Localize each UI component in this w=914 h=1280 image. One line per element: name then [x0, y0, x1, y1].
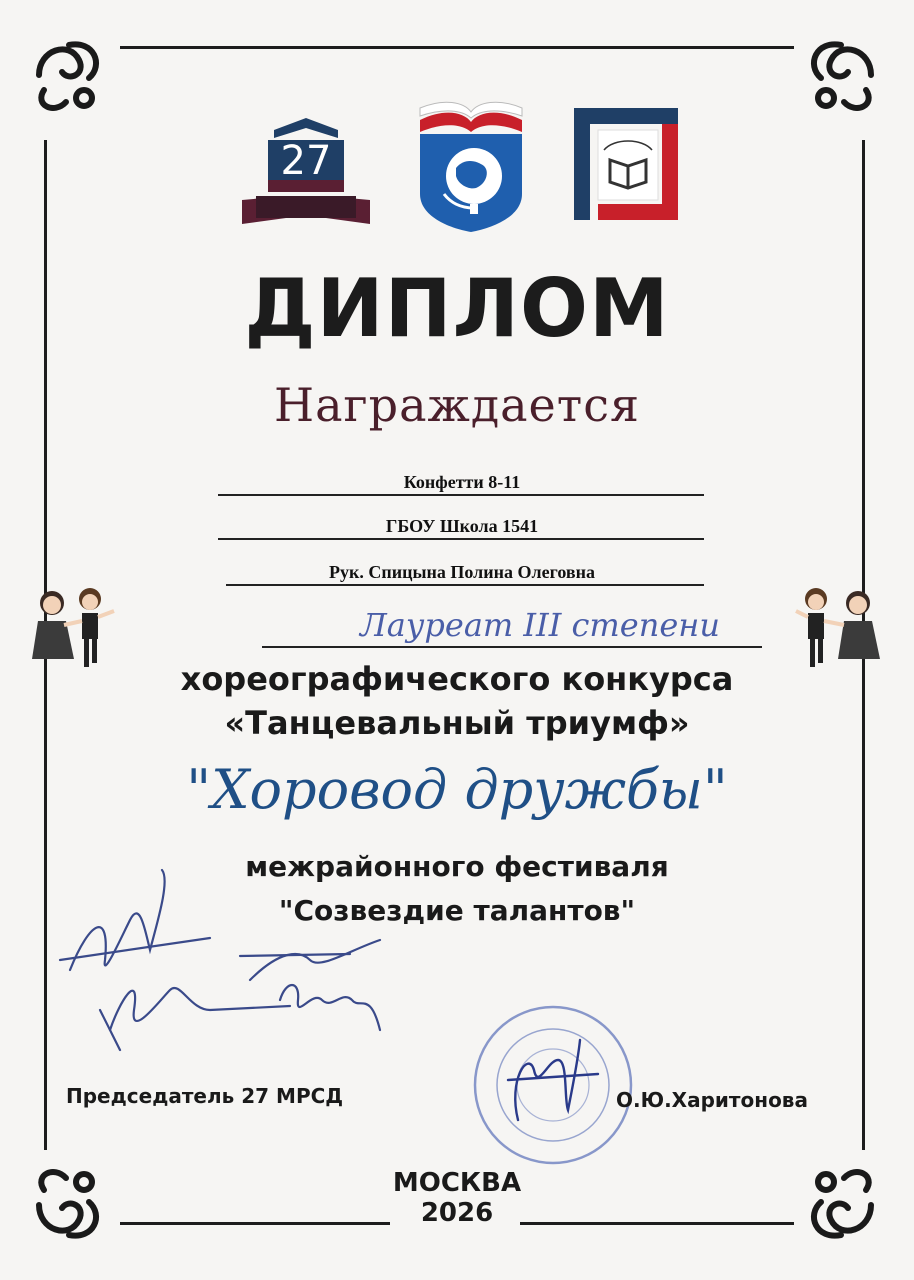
school-book-emblem-icon	[570, 104, 682, 224]
result-underline	[262, 646, 762, 648]
handwritten-result: Лауреат III степени	[360, 606, 720, 644]
handwritten-signatures-image	[50, 860, 410, 1060]
team-name: Конфетти 8-11	[403, 472, 521, 492]
chair-label: Председатель 27 МРСД	[66, 1084, 344, 1108]
theme-title: "Хоровод дружбы"	[186, 758, 728, 821]
festival-line-2: "Созвездие талантов"	[278, 894, 636, 927]
official-stamp-image	[468, 1000, 638, 1170]
leader-name: Рук. Спицына Полина Олеговна	[329, 562, 595, 582]
corner-ornament-top-left	[24, 30, 114, 120]
year-label: 2026	[420, 1198, 494, 1228]
chair-name: О.Ю.Харитонова	[616, 1088, 808, 1112]
globe-book-emblem-icon	[414, 98, 528, 232]
awarded-label: Награждается	[273, 378, 641, 432]
logo-number: 27	[280, 138, 332, 184]
corner-ornament-top-right	[796, 30, 886, 120]
team-underline	[218, 494, 704, 496]
festival-line-1: межрайонного фестиваля	[245, 850, 669, 883]
frame-top-line	[120, 46, 794, 49]
school-underline	[218, 538, 704, 540]
contest-line-1: хореографического конкурса	[180, 660, 734, 698]
school-name: ГБОУ Школа 1541	[385, 516, 539, 536]
city-label: МОСКВА	[392, 1168, 522, 1198]
contest-line-2: «Танцевальный триумф»	[224, 704, 690, 742]
logo-27-district	[236, 100, 376, 230]
leader-underline	[226, 584, 704, 586]
diploma-title: ДИПЛОМ	[244, 262, 670, 355]
